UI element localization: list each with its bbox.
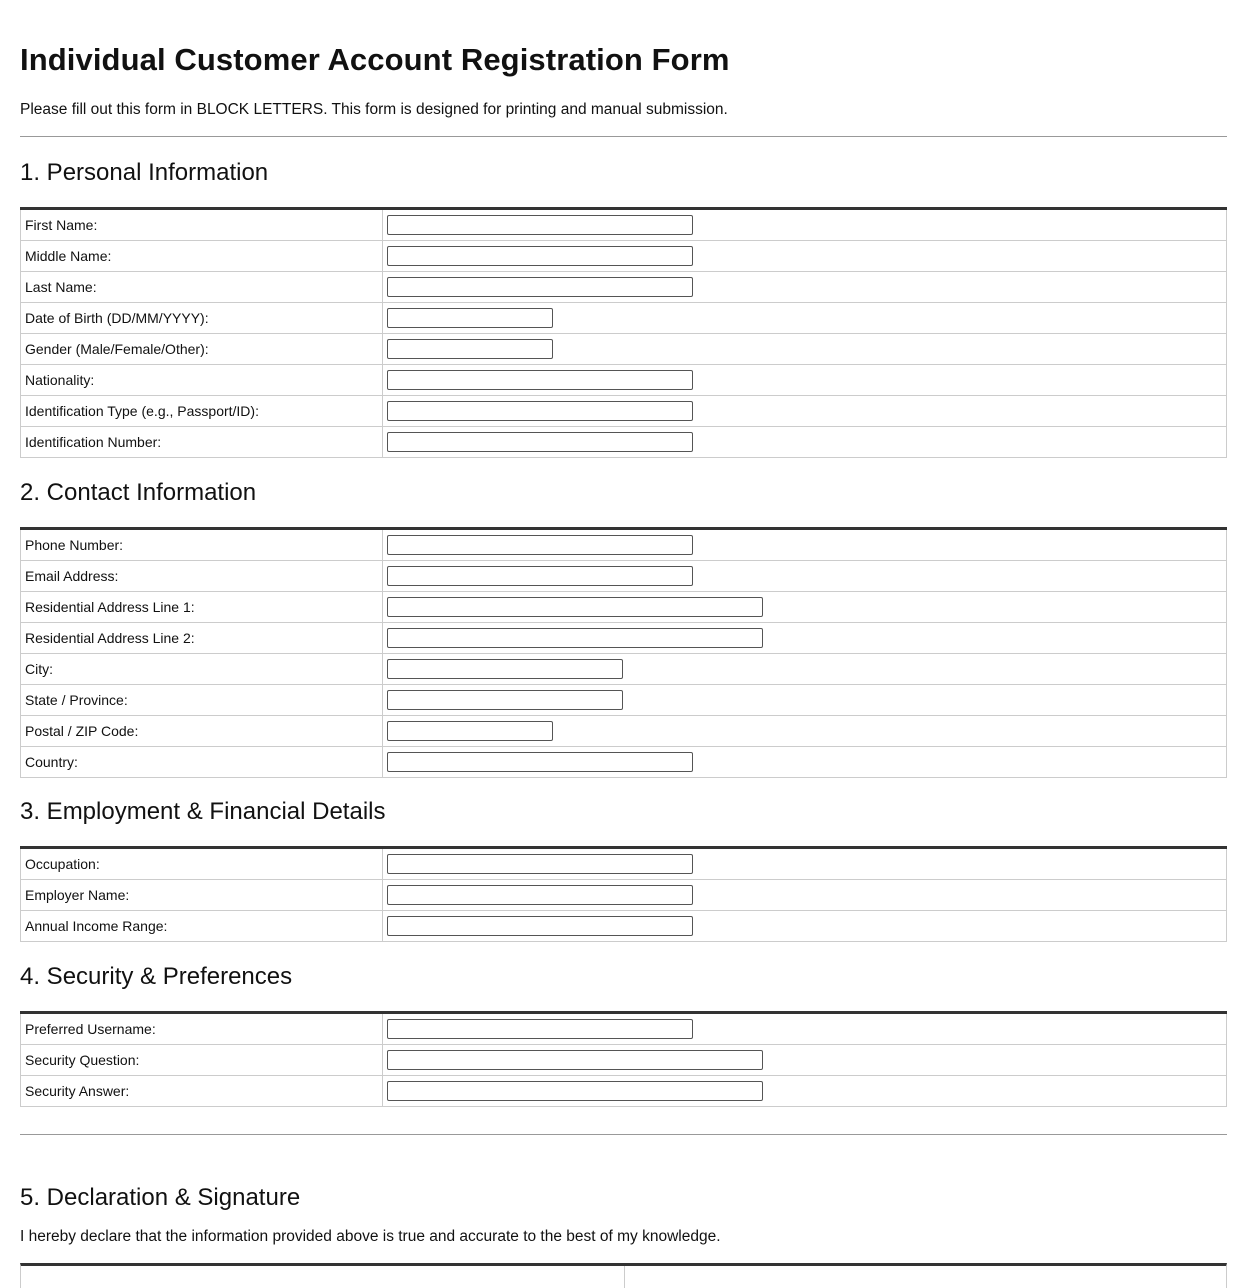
field-label: Last Name: <box>21 272 383 303</box>
field-label: City: <box>21 654 383 685</box>
address-line-1-field[interactable] <box>387 597 763 617</box>
security-preferences-table <box>20 1011 1227 1107</box>
form-row <box>21 272 1227 303</box>
form-row <box>21 880 1227 911</box>
field-label: Middle Name: <box>21 241 383 272</box>
state-province-field[interactable] <box>387 690 623 710</box>
form-row <box>21 427 1227 458</box>
first-name-field[interactable] <box>387 215 693 235</box>
field-label: Nationality: <box>21 365 383 396</box>
form-row <box>21 334 1227 365</box>
divider <box>20 136 1227 137</box>
section-heading-declaration: 5. Declaration & Signature <box>20 1184 301 1211</box>
phone-number-field[interactable] <box>387 535 693 555</box>
form-row <box>21 365 1227 396</box>
field-label: Identification Number: <box>21 427 383 458</box>
date-of-birth-field[interactable] <box>387 308 553 328</box>
field-label: Preferred Username: <box>21 1013 383 1045</box>
section-heading-security: 4. Security & Preferences <box>20 963 293 990</box>
form-row <box>21 592 1227 623</box>
field-label: Security Question: <box>21 1045 383 1076</box>
last-name-field[interactable] <box>387 277 693 297</box>
form-row <box>21 848 1227 880</box>
form-row <box>21 209 1227 241</box>
personal-information-table <box>20 207 1227 458</box>
identification-number-field[interactable] <box>387 432 693 452</box>
form-row <box>21 529 1227 561</box>
form-row <box>21 1076 1227 1107</box>
column-divider <box>624 1266 625 1288</box>
postal-code-field[interactable] <box>387 721 553 741</box>
nationality-field[interactable] <box>387 370 693 390</box>
form-row <box>21 623 1227 654</box>
form-row <box>21 241 1227 272</box>
employer-name-field[interactable] <box>387 885 693 905</box>
identification-type-field[interactable] <box>387 401 693 421</box>
field-label: Postal / ZIP Code: <box>21 716 383 747</box>
field-label: Employer Name: <box>21 880 383 911</box>
security-question-field[interactable] <box>387 1050 763 1070</box>
field-label: State / Province: <box>21 685 383 716</box>
gender-field[interactable] <box>387 339 553 359</box>
field-label: Residential Address Line 2: <box>21 623 383 654</box>
field-label: Occupation: <box>21 848 383 880</box>
form-row <box>21 1013 1227 1045</box>
form-row <box>21 1045 1227 1076</box>
form-row <box>21 747 1227 778</box>
field-label: Phone Number: <box>21 529 383 561</box>
security-answer-field[interactable] <box>387 1081 763 1101</box>
field-label: Annual Income Range: <box>21 911 383 942</box>
field-label: Residential Address Line 1: <box>21 592 383 623</box>
address-line-2-field[interactable] <box>387 628 763 648</box>
form-row <box>21 911 1227 942</box>
section-heading-contact: 2. Contact Information <box>20 479 257 506</box>
city-field[interactable] <box>387 659 623 679</box>
form-row <box>21 654 1227 685</box>
form-instructions: Please fill out this form in BLOCK LETTERS. This form is designed for printing and manual submission. <box>20 101 728 118</box>
field-label: Security Answer: <box>21 1076 383 1107</box>
field-label: Identification Type (e.g., Passport/ID): <box>21 396 383 427</box>
form-row <box>21 303 1227 334</box>
field-label: Email Address: <box>21 561 383 592</box>
field-label: Gender (Male/Female/Other): <box>21 334 383 365</box>
field-label: Date of Birth (DD/MM/YYYY): <box>21 303 383 334</box>
contact-information-table <box>20 527 1227 778</box>
page-title: Individual Customer Account Registration Form <box>20 42 730 77</box>
registration-form-page <box>20 0 1227 1288</box>
field-label: Country: <box>21 747 383 778</box>
signature-table <box>20 1263 1227 1288</box>
username-field[interactable] <box>387 1019 693 1039</box>
middle-name-field[interactable] <box>387 246 693 266</box>
form-row <box>21 685 1227 716</box>
employment-details-table <box>20 846 1227 942</box>
form-row <box>21 716 1227 747</box>
form-row <box>21 396 1227 427</box>
section-heading-personal: 1. Personal Information <box>20 159 269 186</box>
divider <box>20 1134 1227 1135</box>
annual-income-field[interactable] <box>387 916 693 936</box>
country-field[interactable] <box>387 752 693 772</box>
field-label: First Name: <box>21 209 383 241</box>
form-row <box>21 561 1227 592</box>
section-heading-employment: 3. Employment & Financial Details <box>20 798 386 825</box>
email-address-field[interactable] <box>387 566 693 586</box>
declaration-text: I hereby declare that the information provided above is true and accurate to the best of my knowledge. <box>20 1228 721 1245</box>
occupation-field[interactable] <box>387 854 693 874</box>
